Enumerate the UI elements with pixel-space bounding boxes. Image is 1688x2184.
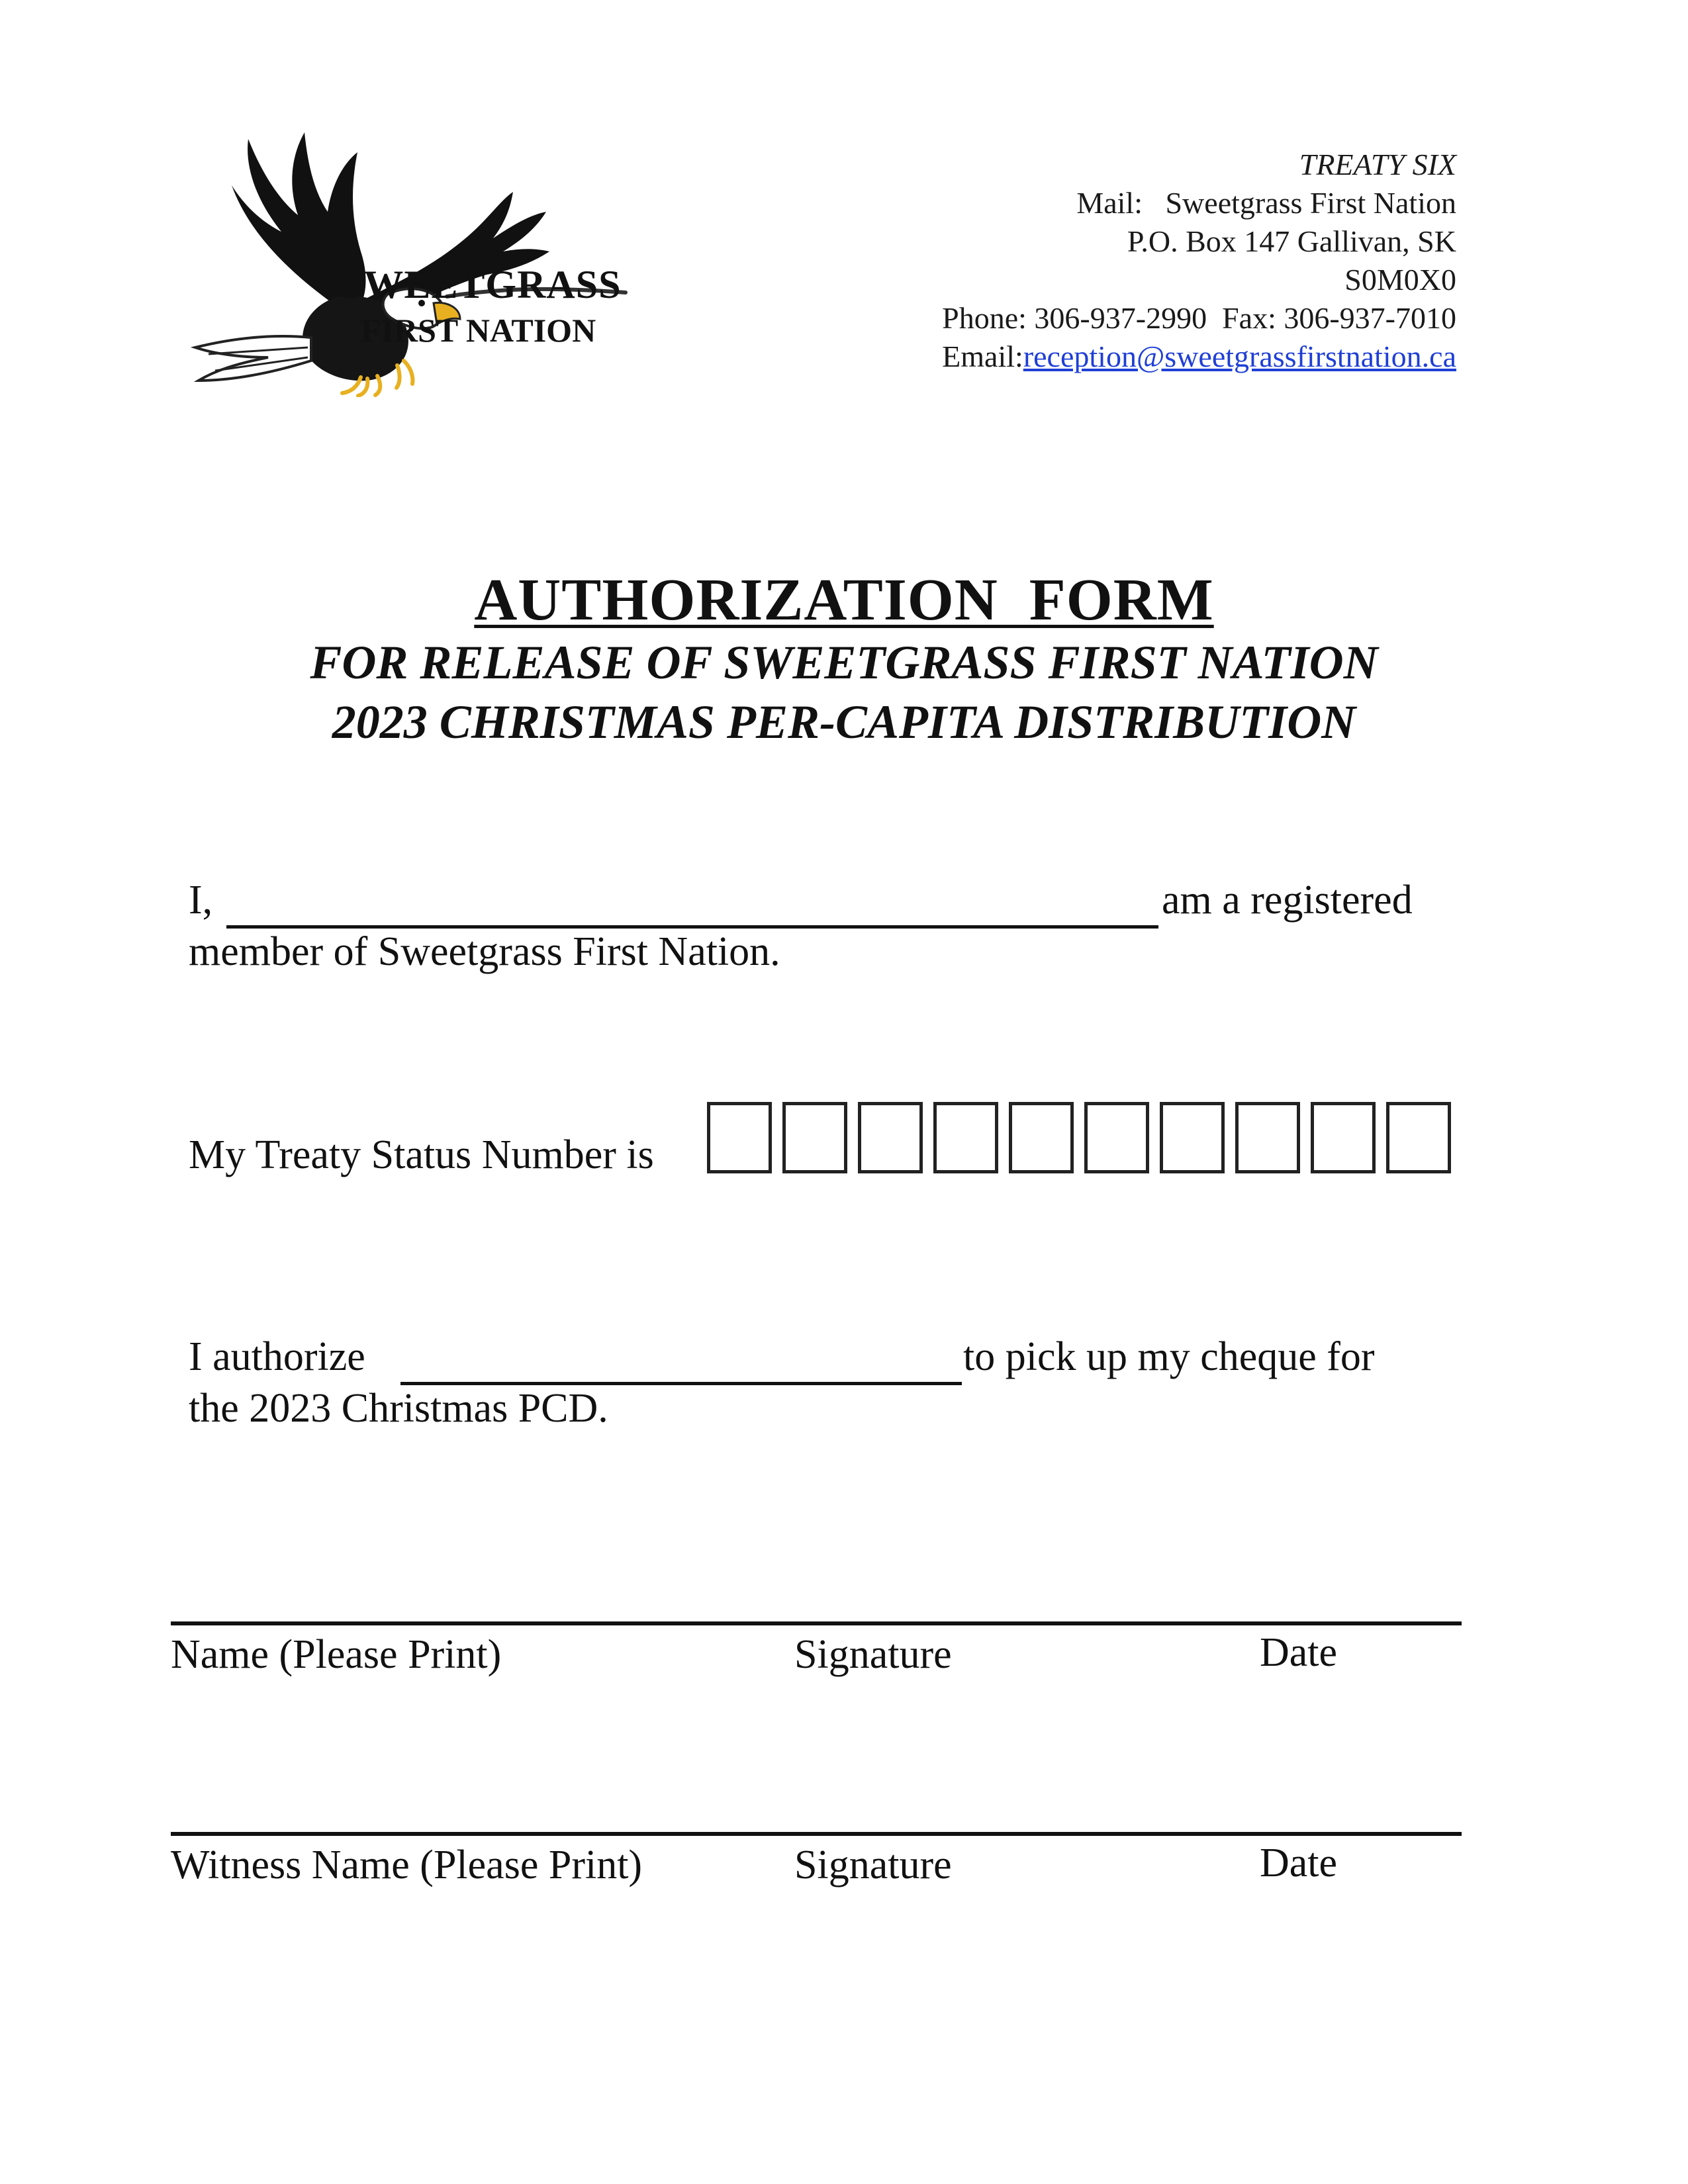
- status-number-box[interactable]: [933, 1102, 998, 1173]
- name-label: Name (Please Print): [171, 1632, 502, 1677]
- logo-text-line2: FIRST NATION: [361, 312, 596, 349]
- status-number-boxes: [707, 1102, 1462, 1175]
- eagle-icon: [169, 126, 645, 397]
- email-line: [942, 338, 1456, 376]
- mail-line: Mail: Sweetgrass First Nation: [1076, 186, 1456, 220]
- member-line2: member of Sweetgrass First Nation.: [189, 929, 780, 974]
- status-number-label: My Treaty Status Number is: [189, 1132, 654, 1177]
- phone-fax-line: Phone: 306-937-2990 Fax: 306-937-7010: [942, 301, 1456, 335]
- form-title: AUTHORIZATION FORM: [474, 567, 1214, 633]
- member-suffix: am a registered: [1162, 878, 1413, 923]
- status-number-box[interactable]: [1386, 1102, 1451, 1173]
- status-number-box[interactable]: [707, 1102, 772, 1173]
- email-link[interactable]: reception@sweetgrassfirstnation.ca: [1023, 340, 1456, 373]
- email-label: Email:: [942, 340, 1023, 373]
- witness-signature-label: Signature: [794, 1843, 952, 1888]
- witness-name-label: Witness Name (Please Print): [171, 1843, 643, 1888]
- status-number-box[interactable]: [782, 1102, 847, 1173]
- authorize-prefix: I authorize: [189, 1334, 365, 1379]
- date-label: Date: [1260, 1630, 1338, 1675]
- logo-text-line1: SWEETGRASS: [341, 263, 622, 306]
- status-number-box[interactable]: [1311, 1102, 1376, 1173]
- form-subtitle-line2: 2023 CHRISTMAS PER-CAPITA DISTRIBUTION: [332, 696, 1356, 749]
- member-prefix: I,: [189, 878, 213, 923]
- signature-line-member[interactable]: [171, 1621, 1462, 1625]
- form-subtitle-line1: FOR RELEASE OF SWEETGRASS FIRST NATION: [310, 636, 1378, 689]
- authorize-line2: the 2023 Christmas PCD.: [189, 1386, 608, 1431]
- sweetgrass-logo: [169, 126, 645, 397]
- status-number-box[interactable]: [1084, 1102, 1149, 1173]
- contact-block: [942, 146, 1456, 376]
- status-number-box[interactable]: [1235, 1102, 1300, 1173]
- treaty-label: TREATY SIX: [1299, 148, 1456, 181]
- status-number-box[interactable]: [1009, 1102, 1074, 1173]
- status-number-box[interactable]: [858, 1102, 923, 1173]
- authorize-suffix: to pick up my cheque for: [963, 1334, 1375, 1379]
- postal-code: S0M0X0: [1344, 263, 1456, 296]
- signature-label: Signature: [794, 1632, 952, 1677]
- po-box-line: P.O. Box 147 Gallivan, SK: [1127, 224, 1456, 258]
- witness-date-label: Date: [1260, 1841, 1338, 1886]
- status-number-box[interactable]: [1160, 1102, 1225, 1173]
- signature-line-witness[interactable]: [171, 1832, 1462, 1836]
